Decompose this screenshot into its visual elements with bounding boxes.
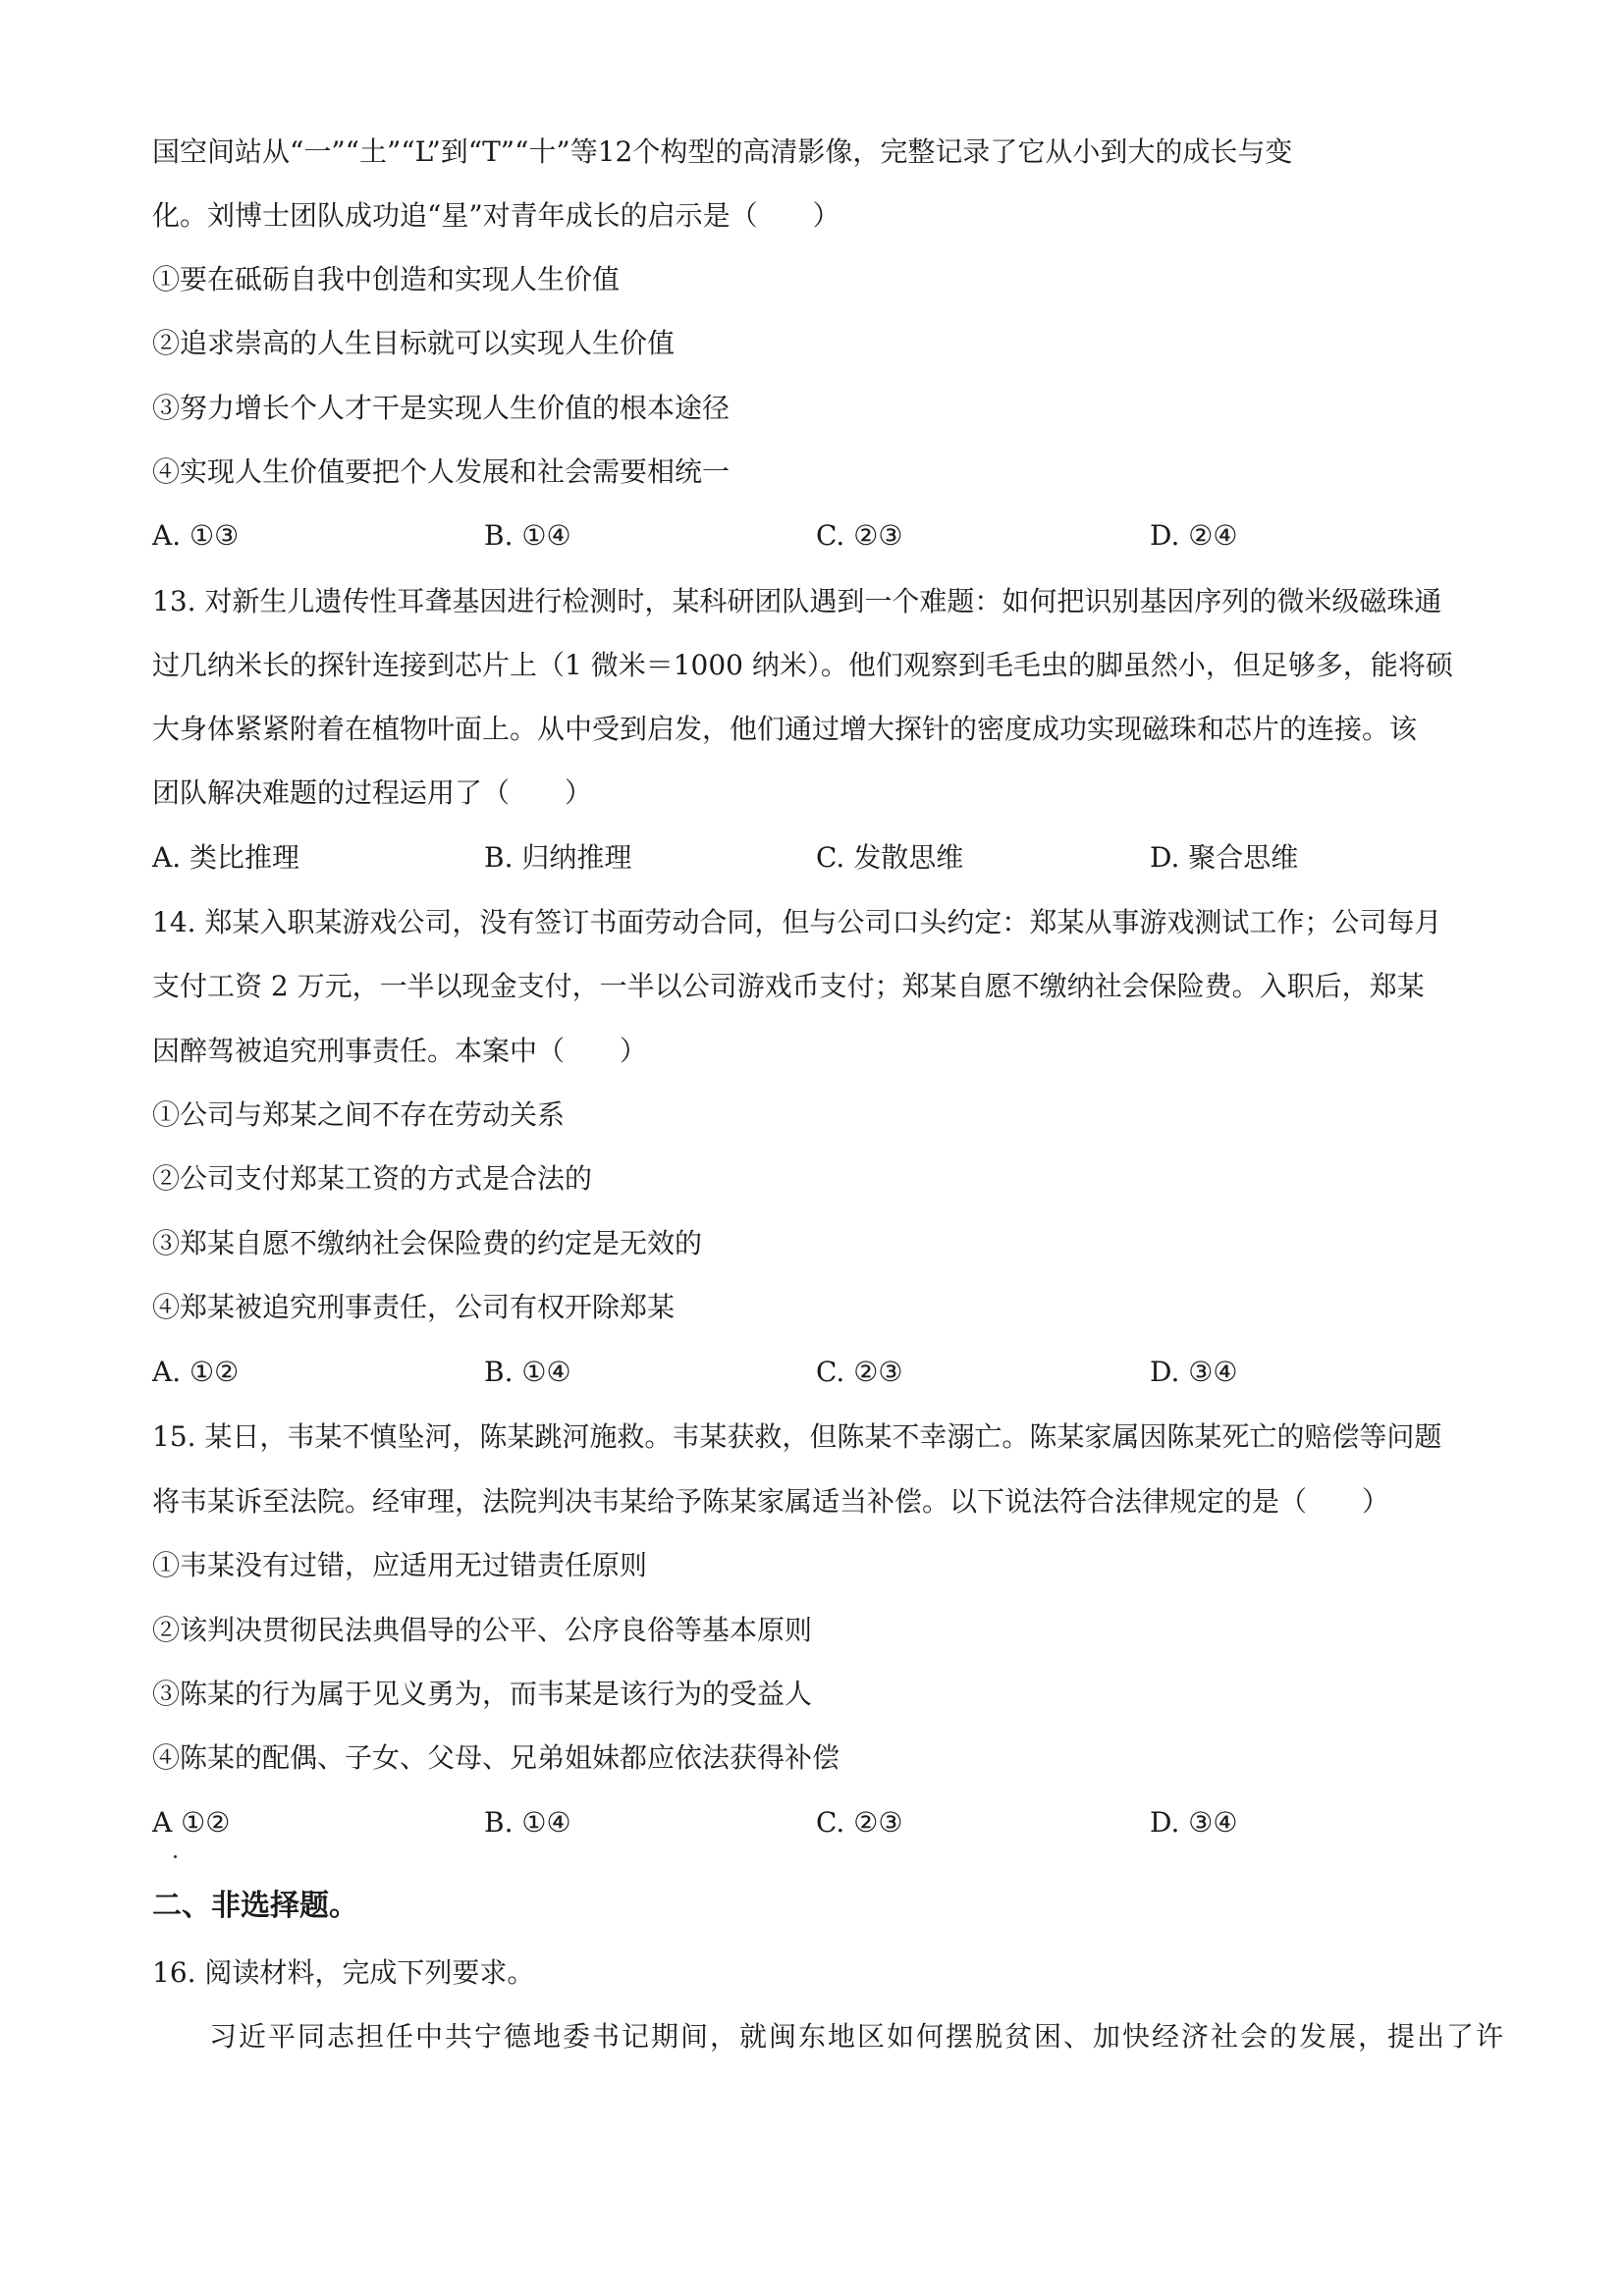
q12-option-a: A. ①③ [152,519,240,552]
option-dot-mark [174,1855,177,1858]
q14-option-a: A. ①② [152,1356,240,1388]
q14-option-c: C. ②③ [816,1356,903,1388]
q12-item-2: ②追求崇高的人生目标就可以实现人生价值 [152,327,676,359]
q13-option-c: C. 发散思维 [816,841,964,874]
q15-item-3: ③陈某的行为属于见义勇为，而韦某是该行为的受益人 [152,1678,813,1710]
q14-line-2: 支付工资 2 万元，一半以现金支付，一半以公司游戏币支付；郑某自愿不缴纳社会保险费。入职后，郑某 [152,970,1425,1002]
q15-line-2: 将韦某诉至法院。经审理，法院判决韦某给予陈某家属适当补偿。以下说法符合法律规定的是（ ） [152,1485,1390,1518]
q12-line-2: 化。刘博士团队成功追“星”对青年成长的启示是（ ） [152,199,840,232]
q14-option-d: D. ③④ [1150,1356,1238,1388]
q14-item-2: ②公司支付郑某工资的方式是合法的 [152,1162,593,1195]
q12-item-4: ④实现人生价值要把个人发展和社会需要相统一 [152,455,731,488]
q16-material-paragraph: 习近平同志担任中共宁德地委书记期间，就闽东地区如何摆脱贫困、加快经济社会的发展，提出了许 [209,2020,1506,2053]
q12-option-d: D. ②④ [1150,519,1238,552]
q13-line-2: 过几纳米长的探针连接到芯片上（1 微米＝1000 纳米）。他们观察到毛毛虫的脚虽然小，但足够多，能将硕 [152,649,1453,681]
q14-item-1: ①公司与郑某之间不存在劳动关系 [152,1098,566,1131]
q14-line-3: 因醉驾被追究刑事责任。本案中（ ） [152,1035,648,1067]
q12-item-1: ①要在砥砺自我中创造和实现人生价值 [152,263,621,295]
q14-item-3: ③郑某自愿不缴纳社会保险费的约定是无效的 [152,1227,703,1259]
q13-option-b: B. 归纳推理 [484,841,632,874]
q13-option-d: D. 聚合思维 [1150,841,1299,874]
q14-line-1: 14. 郑某入职某游戏公司，没有签订书面劳动合同，但与公司口头约定：郑某从事游戏测试工作；公司每月 [152,906,1442,938]
q14-item-4: ④郑某被追究刑事责任，公司有权开除郑某 [152,1291,676,1323]
q16-intro: 16. 阅读材料，完成下列要求。 [152,1956,535,1989]
q13-line-1: 13. 对新生儿遗传性耳聋基因进行检测时，某科研团队遇到一个难题：如何把识别基因序列的微米级磁珠通 [152,585,1442,617]
q15-option-d: D. ③④ [1150,1806,1238,1839]
q12-option-c: C. ②③ [816,519,903,552]
q15-item-2: ②该判决贯彻民法典倡导的公平、公序良俗等基本原则 [152,1614,813,1646]
q12-line-1: 国空间站从“一”“土”“L”到“T”“十”等12个构型的高清影像，完整记录了它从小到大的成长与变 [152,135,1293,168]
q14-option-b: B. ①④ [484,1356,571,1388]
q15-line-1: 15. 某日，韦某不慎坠河，陈某跳河施救。韦某获救，但陈某不幸溺亡。陈某家属因陈某死亡的赔偿等问题 [152,1420,1442,1453]
q12-item-3: ③努力增长个人才干是实现人生价值的根本途径 [152,392,731,424]
q15-item-4: ④陈某的配偶、子女、父母、兄弟姐妹都应依法获得补偿 [152,1741,840,1774]
q15-option-c: C. ②③ [816,1806,903,1839]
q15-option-a: A ①② [152,1806,231,1839]
q15-item-1: ①韦某没有过错，应适用无过错责任原则 [152,1549,648,1581]
q13-line-3: 大身体紧紧附着在植物叶面上。从中受到启发，他们通过增大探针的密度成功实现磁珠和芯片的连接。该 [152,713,1418,745]
q12-option-b: B. ①④ [484,519,571,552]
section-heading: 二、非选择题。 [152,1889,358,1923]
q13-option-a: A. 类比推理 [152,841,300,874]
q13-line-4: 团队解决难题的过程运用了（ ） [152,776,593,809]
q15-option-b: B. ①④ [484,1806,571,1839]
